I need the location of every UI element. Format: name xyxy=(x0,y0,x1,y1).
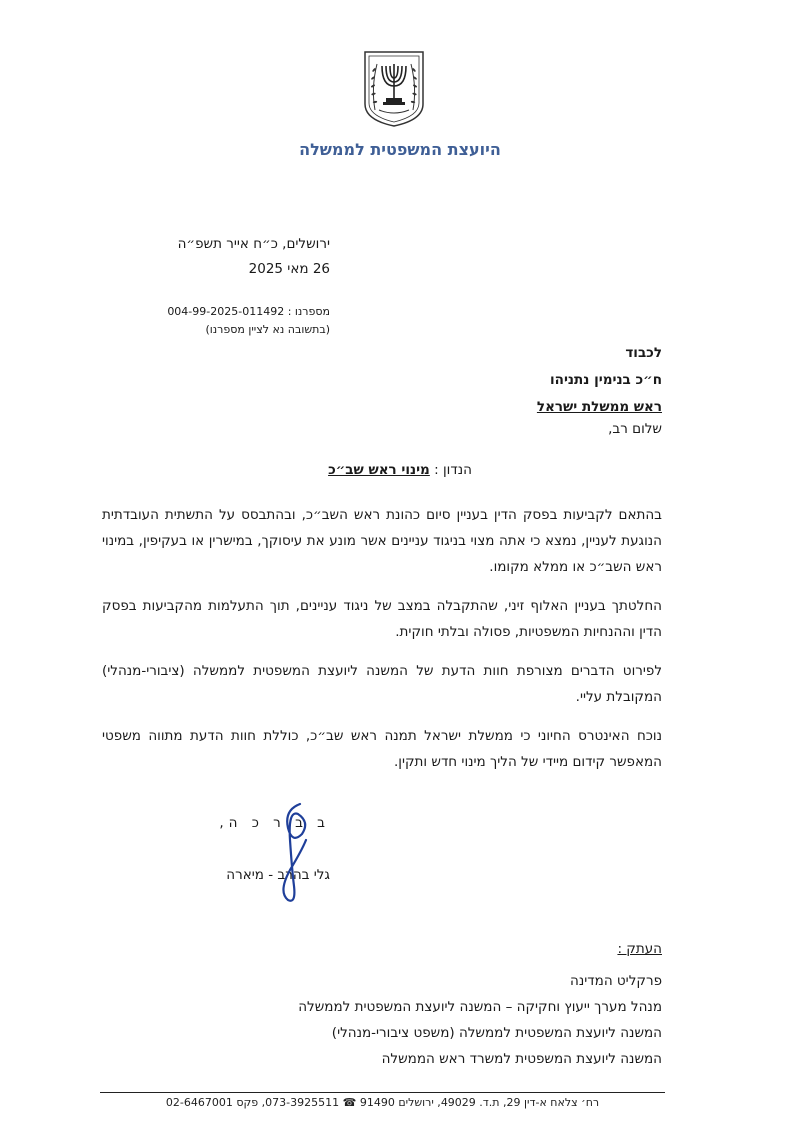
body-paragraph: לפירוט הדברים מצורפת חוות הדעת של המשנה ליועצת המשפטית לממשלה (ציבורי-מנהלי) המקובלת עליי. xyxy=(102,663,662,705)
recipient-name: ח״כ בנימין נתניהו xyxy=(550,372,662,388)
reference-number: מספרנו : 004-99-2025-011492 xyxy=(167,305,330,318)
reference-note: (בתשובה נא לציין מספרנו) xyxy=(205,323,330,336)
cc-item: המשנה ליועצת המשפטית לממשלה (משפט ציבורי-מנהלי) xyxy=(331,1025,662,1041)
letter-body xyxy=(102,502,662,788)
handwritten-signature xyxy=(270,800,320,908)
gregorian-date: 26 מאי 2025 xyxy=(248,261,330,277)
cc-item: פרקליט המדינה xyxy=(570,973,662,989)
recipient-honorific: לכבוד xyxy=(625,345,662,361)
hebrew-date: ירושלים, כ״ח אייר תשפ״ה xyxy=(177,236,330,252)
cc-item: המשנה ליועצת המשפטית למשרד ראש הממשלה xyxy=(381,1051,662,1067)
footer-fax: , פקס 02-6467001 xyxy=(165,1096,266,1109)
cc-block xyxy=(298,936,662,1072)
signer-name: גלי בהרב - מיארה xyxy=(226,867,330,883)
footer-phone: 073-3925511 xyxy=(265,1096,340,1109)
phone-icon: ☎ xyxy=(342,1096,357,1109)
recipient-block xyxy=(537,340,662,421)
footer-divider xyxy=(100,1092,665,1093)
recipient-title: ראש ממשלת ישראל xyxy=(536,399,662,415)
state-emblem-menorah-icon xyxy=(361,48,427,128)
body-paragraph: נוכח האינטרס החיוני כי ממשלת ישראל תמנה ראש שב״כ, כוללת חוות הדעת מתווה משפטי המאפשר קידום מיידי של הליך מינוי חדש ותקין. xyxy=(102,728,662,770)
subject-line xyxy=(200,462,600,478)
office-title: היועצת המשפטית לממשלה xyxy=(299,140,501,159)
body-paragraph: בהתאם לקביעות בפסק הדין בעניין סיום כהונת ראש השב״כ, ובהתבסס על התשתית העובדתית הנוגעת לעניין, נמצא כי אתה מצוי בניגוד עניינים אשר מונע את עיסוקך, במישרין או בעקיפין, במינוי ראש השב״כ או ממלא מקומו. xyxy=(102,507,662,575)
footer-address: רח׳ צלאח א-דין 29, ת.ד. 49029, ירושלים 91490 xyxy=(359,1096,600,1109)
footer xyxy=(100,1096,665,1109)
cc-item: מנהל מערך ייעוץ וחקיקה – המשנה ליועצת המשפטית לממשלה xyxy=(298,999,662,1015)
reference-block xyxy=(167,303,330,339)
subject-label: הנדון : xyxy=(434,462,472,478)
subject-text: מינוי ראש שב״כ xyxy=(328,462,430,478)
date-block xyxy=(178,232,330,282)
greeting: שלום רב, xyxy=(608,421,662,437)
cc-title: העתק : xyxy=(617,941,662,957)
closing-blessing: ב ב ר כ ה, xyxy=(219,815,330,831)
body-paragraph: החלטתך בעניין האלוף זיני, שהתקבלה במצב של ניגוד עניינים, תוך התעלמות מהקביעות בפסק הדין וההנחיות המשפטיות, פסולה ובלתי חוקית. xyxy=(102,598,662,640)
